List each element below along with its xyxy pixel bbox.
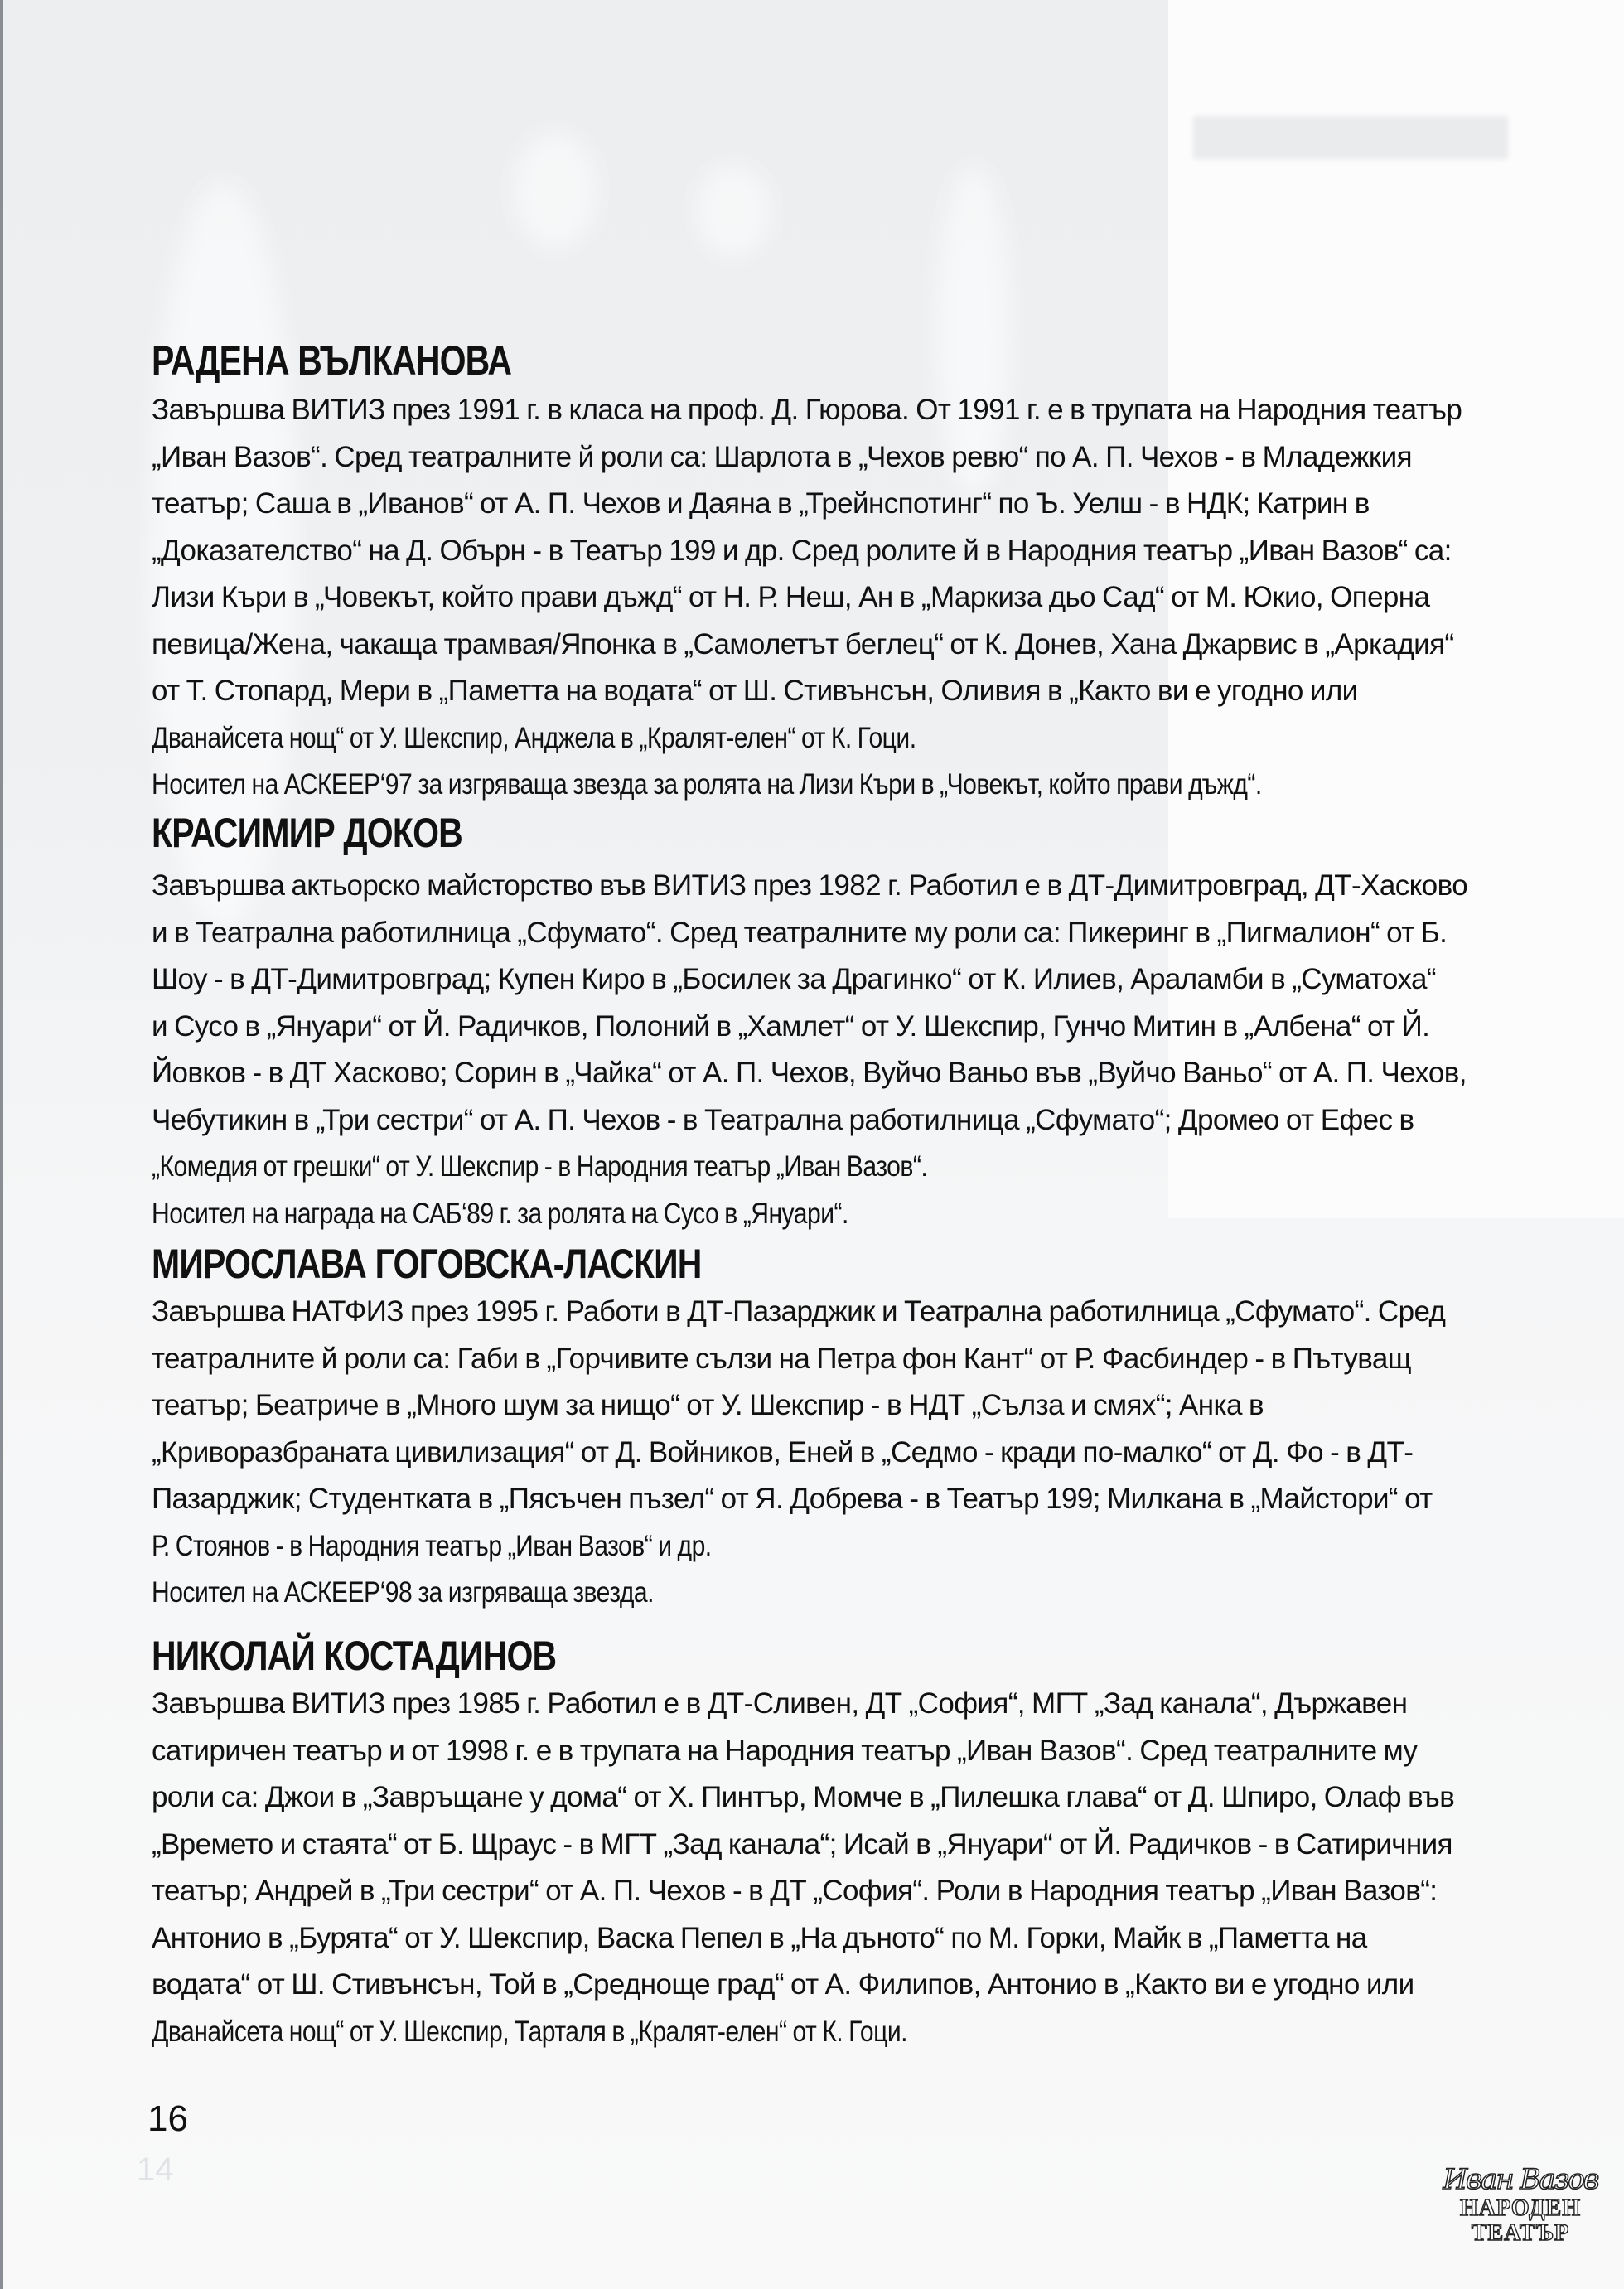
bio-line: Лизи Къри в „Човекът, който прави дъжд“ от Н. Р. Неш, Ан в „Маркиза дьо Сад“ от М. Юкио, Оперна (152, 581, 1430, 613)
bio-line: „Иван Вазов“. Сред театралните й роли са: Шарлота в „Чехов ревю“ по А. П. Чехов - в Младежкия (152, 440, 1412, 473)
bio-line: Йовков - в ДТ Хасково; Сорин в „Чайка“ от А. П. Чехов, Вуйчо Ваньо във „Вуйчо Ваньо“ от А. П. Чехов, (152, 1057, 1467, 1089)
bio-line: Р. Стоянов - в Народния театър „Иван Вазов“ и др. (152, 1529, 712, 1562)
logo-line-1: НАРОДЕН (1459, 2195, 1582, 2221)
bio-line: Антонио в „Бурята“ от У. Шекспир, Васка Пепел в „На дъното“ по М. Горки, Майк в „Паметта на (152, 1921, 1367, 1954)
actor-section (152, 1631, 1525, 2055)
actor-name: РАДЕНА ВЪЛКАНОВА (152, 337, 512, 384)
award-line: Носител на награда на САБ‘89 г. за ролята на Сусо в „Януари“. (152, 1197, 848, 1230)
bio-line: Завършва НАТФИЗ през 1995 г. Работи в ДТ-Пазарджик и Театрална работилница „Сфумато“. Сред (152, 1295, 1446, 1328)
photo-figure-silhouette (696, 166, 771, 257)
bio-line: Дванайсета нощ“ от У. Шекспир, Анджела в „Кралят-елен“ от К. Гоци. (152, 721, 916, 754)
logo-signature: Иван Вазов (1443, 2163, 1598, 2196)
bio-line: Завършва ВИТИЗ през 1985 г. Работил е в ДТ-Сливен, ДТ „София“, МГТ „Зад канала“, Държавен (152, 1687, 1408, 1720)
actor-bio (152, 863, 1525, 1237)
bio-line: театър; Беатриче в „Много шум за нищо“ от У. Шекспир - в НДТ „Сълза и смях“; Анка в (152, 1389, 1264, 1421)
bio-line: Чебутикин в „Три сестри“ от А. П. Чехов - в Театрална работилница „Сфумато“; Дромео от Ефес в (152, 1103, 1414, 1136)
logo-line-2: ТЕАТЪР (1471, 2220, 1570, 2246)
page-edge (0, 0, 3, 2289)
actor-section (152, 808, 1525, 1237)
bio-line: и Сусо в „Януари“ от Й. Радичков, Полоний в „Хамлет“ от У. Шекспир, Гунчо Митин в „Албена“ от Й. (152, 1009, 1430, 1043)
bio-line: и в Театрална работилница „Сфумато“. Сред театралните му роли са: Пикеринг в „Пигмалион“ от Б. (152, 916, 1448, 949)
bio-line: Дванайсета нощ“ от У. Шекспир, Тарталя в „Кралят-елен“ от К. Гоци. (152, 2015, 908, 2048)
actor-name: КРАСИМИР ДОКОВ (152, 810, 462, 856)
bio-line: Завършва актьорско майсторство във ВИТИЗ през 1982 г. Работил е в ДТ-Димитровград, ДТ-Хасково (152, 869, 1468, 902)
bio-line: роли са: Джои в „Завръщане у дома“ от Х. Пинтър, Момче в „Пилешка глава“ от Д. Шпиро, Олаф във (152, 1781, 1455, 1813)
bleed-through-artifact (1193, 116, 1508, 159)
actor-section (152, 336, 1525, 809)
bio-line: Шоу - в ДТ-Димитровград; Купен Киро в „Босилек за Драгинко“ от К. Илиев, Араламби в „Суматоха“ (152, 963, 1436, 995)
award-line: Носител на АСКЕЕР‘98 за изгряваща звезда. (152, 1576, 654, 1609)
bio-line: театър; Саша в „Иванов“ от А. П. Чехов и Даяна в „Трейнспотинг“ по Ъ. Уелш - в НДК; Катрин в (152, 487, 1370, 520)
actor-name: НИКОЛАЙ КОСТАДИНОВ (152, 1633, 557, 1679)
bio-line: водата“ от Ш. Стивънсън, Той в „Средноще град“ от А. Филипов, Антонио в „Както ви е угодно или (152, 1968, 1414, 2001)
bio-line: „Доказателство“ на Д. Обърн - в Театър 199 и др. Сред ролите й в Народния театър „Иван Вазов“ са: (152, 534, 1452, 567)
national-theatre-logo (1442, 2163, 1599, 2262)
page-number: 16 (147, 2098, 188, 2139)
photo-figure-silhouette (514, 133, 597, 249)
bio-line: Пазарджик; Студентката в „Пясъчен пъзел“ от Я. Добрева - в Театър 199; Милкана в „Майстори“ от (152, 1483, 1433, 1515)
bio-line: „Времето и стаята“ от Б. Щраус - в МГТ „Зад канала“; Исай в „Януари“ от Й. Радичков - в Сатиричния (152, 1827, 1452, 1861)
bio-line: Завършва ВИТИЗ през 1991 г. в класа на проф. Д. Гюрова. От 1991 г. е в трупата на Народния театър (152, 394, 1462, 426)
bio-line: от Т. Стопард, Мери в „Паметта на водата“ от Ш. Стивънсън, Оливия в „Както ви е угодно или (152, 675, 1358, 707)
bio-line: театър; Андрей в „Три сестри“ от А. П. Чехов - в ДТ „София“. Роли в Народния театър „Иван Вазов“: (152, 1875, 1438, 1907)
actor-name: МИРОСЛАВА ГОГОВСКА-ЛАСКИН (152, 1241, 702, 1287)
bio-line: сатиричен театър и от 1998 г. е в трупата на Народния театър „Иван Вазов“. Сред театралните му (152, 1734, 1418, 1767)
award-line: Носител на АСКЕЕР‘97 за изгряваща звезда за ролята на Лизи Къри в „Човекът, който прави дъжд“. (152, 768, 1262, 801)
bio-line: театралните й роли са: Габи в „Горчивите сълзи на Петра фон Кант“ от Р. Фасбиндер - в Пътуващ (152, 1342, 1411, 1375)
bio-line: певица/Жена, чакаща трамвая/Японка в „Самолетът беглец“ от К. Донев, Хана Джарвис в „Аркадия“ (152, 627, 1454, 661)
bio-line: „Криворазбраната цивилизация“ от Д. Войников, Еней в „Седмо - кради по-малко“ от Д. Фо - в ДТ- (152, 1435, 1414, 1469)
actor-bio (152, 1681, 1525, 2055)
bio-line: „Комедия от грешки“ от У. Шекспир - в Народния театър „Иван Вазов“. (152, 1150, 928, 1183)
actor-section (152, 1239, 1525, 1617)
actor-bio (152, 387, 1525, 809)
bleed-through-artifact: 14 (137, 2151, 174, 2188)
actor-bio (152, 1289, 1525, 1617)
